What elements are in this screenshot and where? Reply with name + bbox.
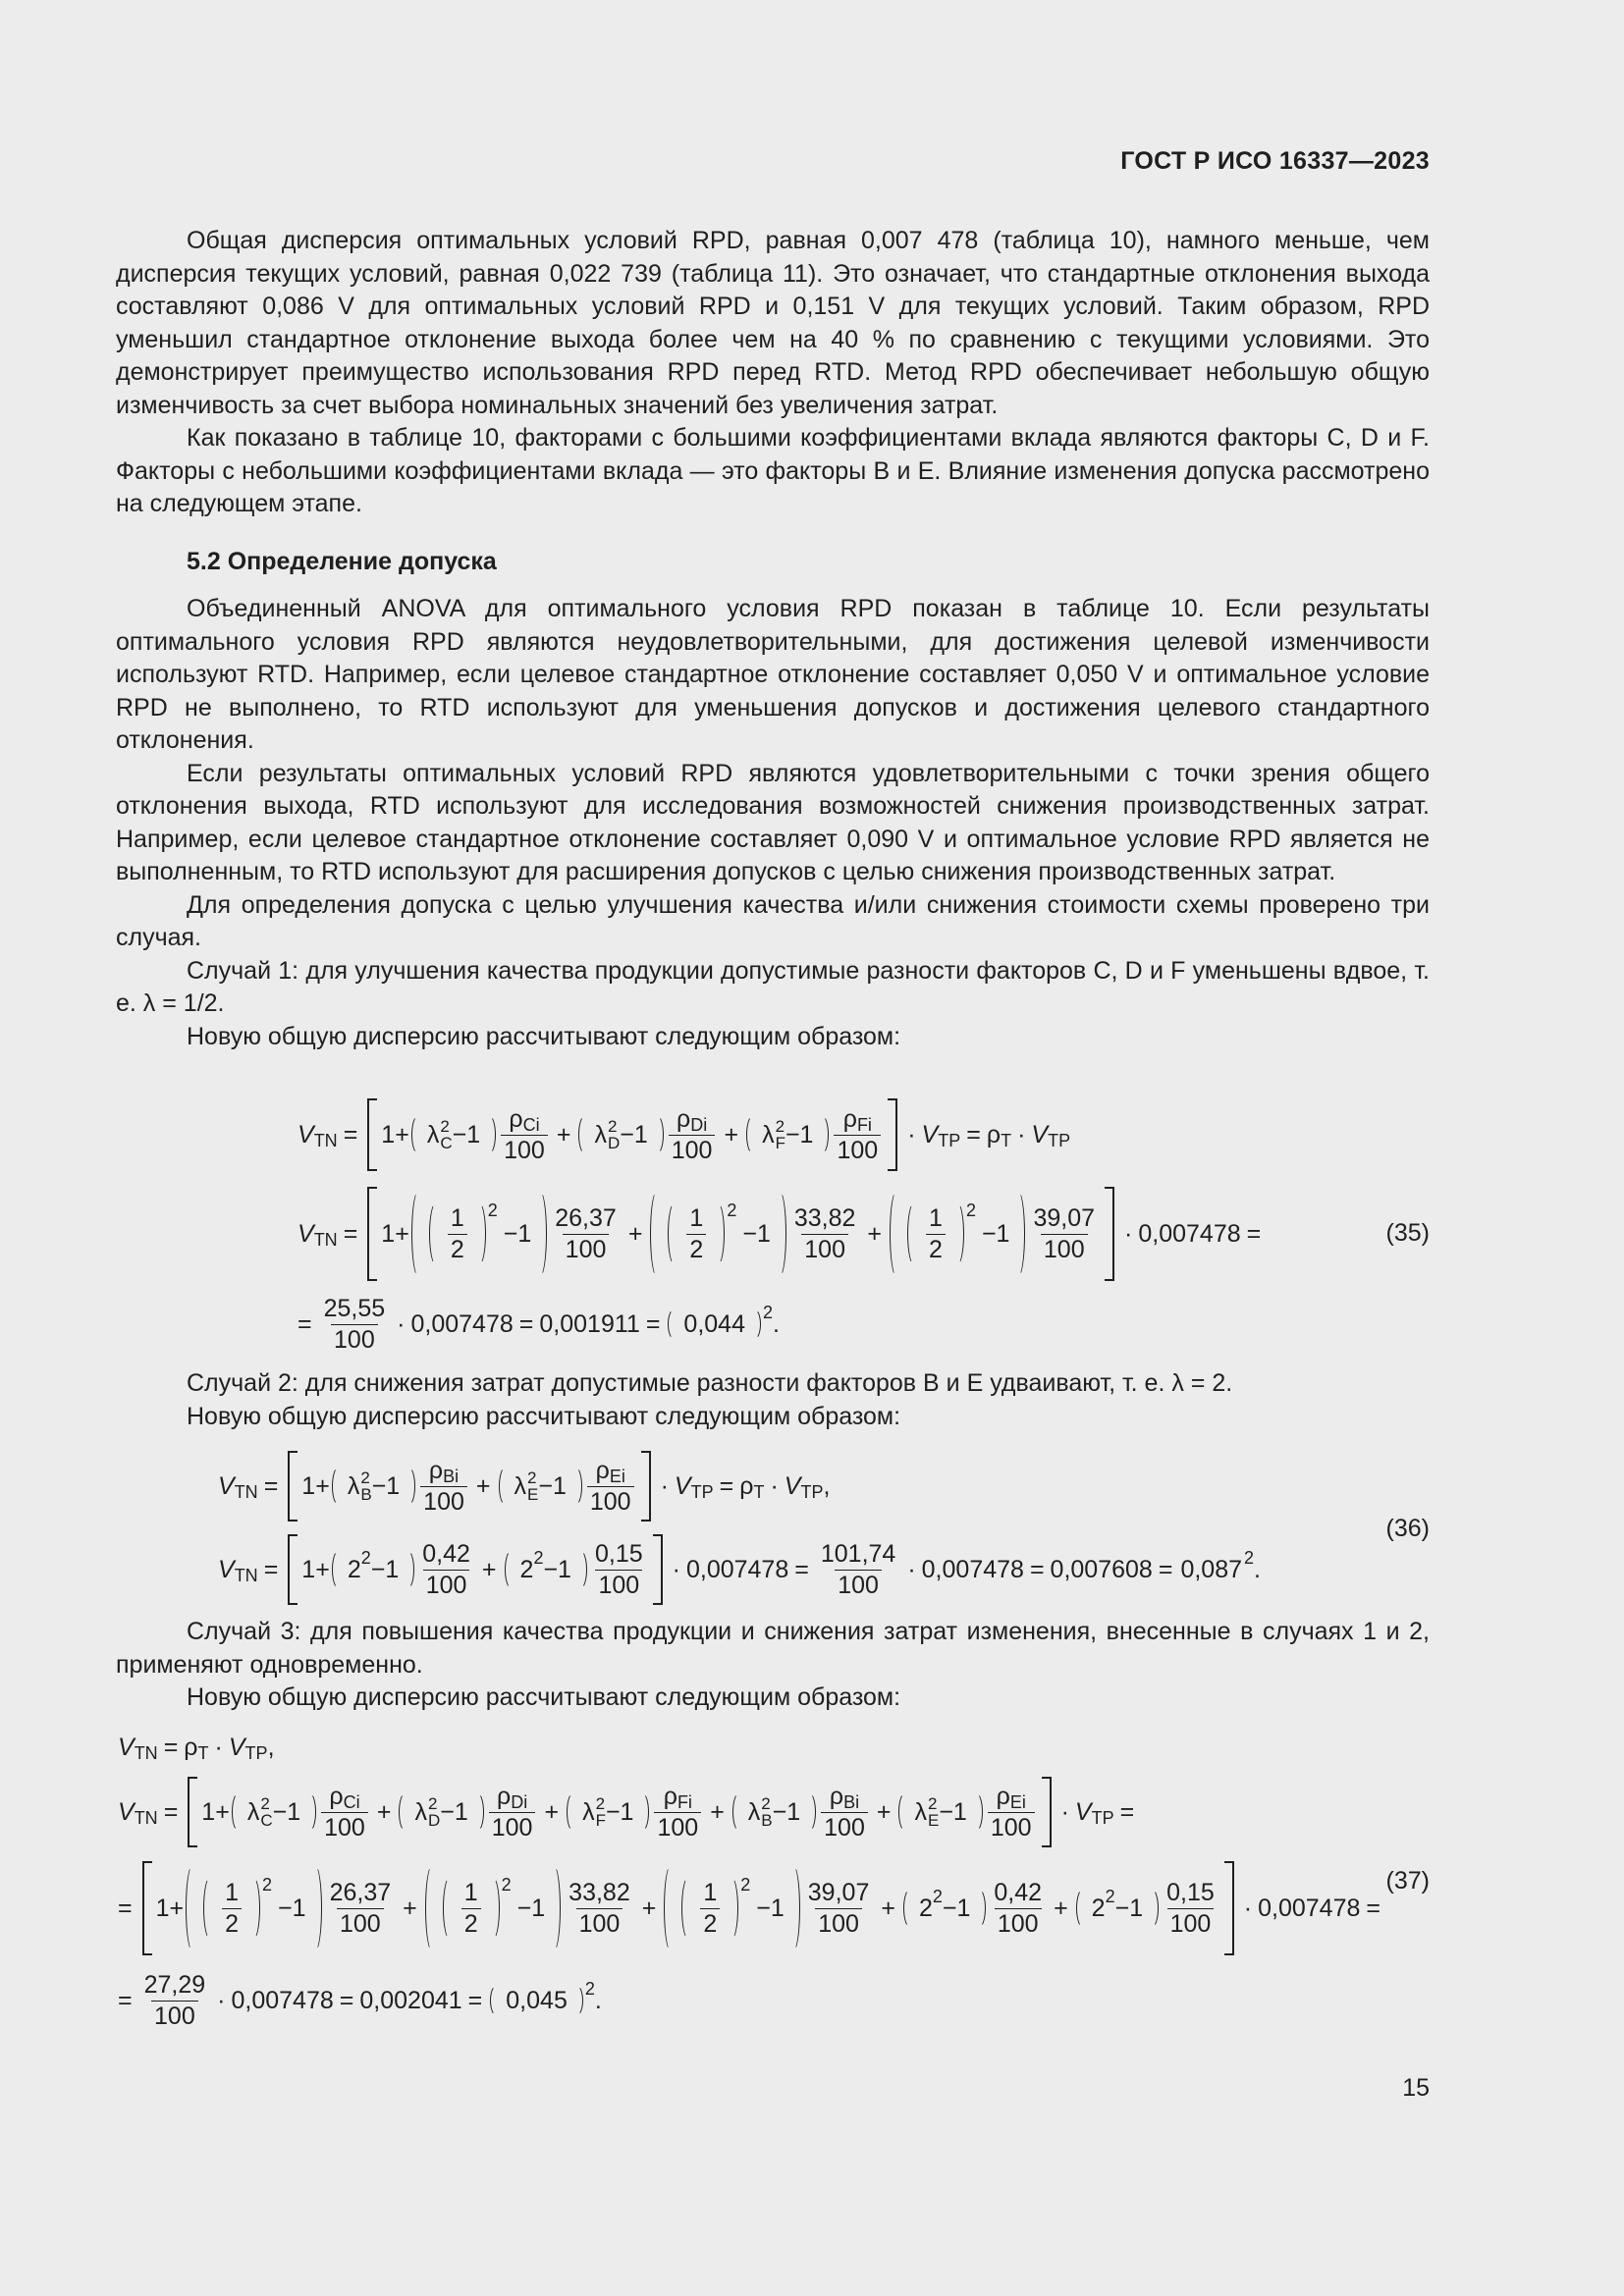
paragraph: Случай 1: для улучшения качества продукции допустимые разности факторов C, D и F уменьшены вдвое, т. е. λ = 1/2.	[116, 956, 1430, 1017]
fraction: $\frac{0,15}{100}$	[594, 1539, 643, 1599]
equation-number: (37)	[1385, 1867, 1430, 1895]
paragraph: Новую общую дисперсию рассчитывают следующим образом:	[187, 1683, 901, 1711]
fraction: $\frac{\text{ρDi}}{100}$	[489, 1785, 536, 1841]
fraction: $\frac{\text{ρEi}}{100}$	[587, 1459, 634, 1515]
paragraph: Новую общую дисперсию рассчитывают следующим образом:	[187, 1402, 901, 1430]
text-block-case2	[116, 1367, 1430, 1433]
equation-35-line-3: = $\frac{25,55}{100}$ · 0,007478 = 0,001911 = 0,044 2 .	[298, 1294, 780, 1354]
equation-number: (36)	[1385, 1515, 1430, 1542]
paragraph: Как показано в таблице 10, факторами с большими коэффициентами вклада являются факторы C, D и F. Факторы с небольшими коэффициентами вклада — это факторы B и E. Влияние изменения допуска рассмотрено на следующем этапе.	[116, 424, 1430, 517]
fraction: $\frac{1}{2}$	[686, 1206, 706, 1262]
paragraph: Для определения допуска с целью улучшения качества и/или снижения стоимости схемы проверено три случая.	[116, 890, 1430, 951]
fraction: $\frac{39,07}{100}$	[1033, 1203, 1096, 1263]
fraction: $\frac{0,42}{100}$	[994, 1878, 1043, 1938]
fraction: $\frac{\text{ρCi}}{100}$	[321, 1785, 368, 1841]
equation-36-line-2: V TN = 1+ 2 2 −1 $\frac{0,42}{100}$ + 2 2 −1 $\frac{0,15}{100}$ · 0,007478 = $\frac{101,74}{100}$ · 0,007478 = 0,007608 = 0,087 2 .	[218, 1532, 1261, 1607]
fraction: $\frac{26,37}{100}$	[329, 1878, 392, 1938]
paragraph: Случай 2: для снижения затрат допустимые разности факторов B и E удваивают, т. е. λ = 2.	[187, 1369, 1233, 1397]
equation-35-line-2: V TN = 1+ $\frac{1}{2}$ 2 −1 $\frac{26,37}{100}$ + $\frac{1}{2}$ 2 −1 $\frac{33,82}{100}$ + $\frac{1}{2}$ 2 −1 $\frac{39,07}{100}$ · 0,007478 =	[298, 1185, 1267, 1283]
fraction: $\frac{\text{ρFi}}{100}$	[834, 1107, 881, 1163]
fraction: $\frac{1}{2}$	[222, 1881, 242, 1937]
fraction: $\frac{1}{2}$	[700, 1881, 720, 1937]
equation-36-line-1: V TN = 1+ λ 2 B −1 $\frac{\text{ρBi}}{100}$ + λ 2 E −1 $\frac{\text{ρEi}}{100}$ · V TP = ρ T · V TP ,	[218, 1449, 830, 1523]
fraction: $\frac{\text{ρBi}}{100}$	[420, 1459, 467, 1515]
text-block-mid	[116, 593, 1430, 1053]
fraction: $\frac{0,42}{100}$	[422, 1539, 470, 1599]
equation-37-line-4: = $\frac{27,29}{100}$ · 0,007478 = 0,002041 = 0,045 2 .	[118, 1970, 602, 2030]
fraction: $\frac{\text{ρBi}}{100}$	[821, 1785, 868, 1841]
page-number: 15	[1402, 2074, 1430, 2102]
paragraph: Новую общую дисперсию рассчитывают следующим образом:	[187, 1022, 901, 1050]
fraction: $\frac{\text{ρDi}}{100}$	[669, 1107, 716, 1163]
fraction: $\frac{\text{ρFi}}{100}$	[654, 1785, 701, 1841]
fraction: $\frac{39,07}{100}$	[807, 1878, 870, 1938]
paragraph: Случай 3: для повышения качества продукции и снижения затрат изменения, внесенные в случаях 1 и 2, применяют одновременно.	[116, 1618, 1430, 1679]
fraction: $\frac{27,29}{100}$	[143, 1970, 206, 2030]
equation-number: (35)	[1385, 1219, 1430, 1247]
fraction: $\frac{33,82}{100}$	[568, 1878, 630, 1938]
fraction: $\frac{1}{2}$	[926, 1206, 946, 1262]
fraction: $\frac{\text{ρCi}}{100}$	[501, 1107, 548, 1163]
equation-37-line-3: = 1+ $\frac{1}{2}$ 2 −1 $\frac{26,37}{100}$ + $\frac{1}{2}$ 2 −1 $\frac{33,82}{100}$ + $\frac{1}{2}$ 2 −1 $\frac{39,07}{100}$ + 2 2 −1 $\frac{0,42}{100}$ + 2 2 −1 $\frac{0,15}{100}$ · 0,007478 =	[118, 1859, 1386, 1957]
fraction: $\frac{1}{2}$	[461, 1881, 481, 1937]
text-block-top	[116, 225, 1430, 521]
fraction: $\frac{1}{2}$	[448, 1206, 467, 1262]
text-block-case3	[116, 1616, 1430, 1715]
equation-37-line-2: V TN = 1+ λ 2 C −1 $\frac{\text{ρCi}}{100}$ + λ 2 D −1 $\frac{\text{ρDi}}{100}$ + λ 2 F −1 $\frac{\text{ρFi}}{100}$ + λ 2 B −1 $\frac{\text{ρBi}}{100}$ + λ 2 E −1 $\frac{\text{ρEi}}{100}$ · V TP =	[118, 1775, 1140, 1849]
fraction: $\frac{26,37}{100}$	[555, 1203, 617, 1263]
fraction: $\frac{0,15}{100}$	[1166, 1878, 1215, 1938]
equation-35-line-1: V TN = 1+ λ 2 C −1 $\frac{\text{ρCi}}{100}$ + λ 2 D −1 $\frac{\text{ρDi}}{100}$ + λ 2 F −1 $\frac{\text{ρFi}}{100}$ · V TP = ρ T · V TP	[298, 1095, 1070, 1174]
fraction: $\frac{101,74}{100}$	[820, 1539, 896, 1599]
standard-header: ГОСТ Р ИСО 16337—2023	[1120, 147, 1430, 175]
section-heading: 5.2 Определение допуска	[187, 548, 497, 575]
fraction: $\frac{25,55}{100}$	[323, 1294, 386, 1354]
paragraph: Общая дисперсия оптимальных условий RPD, равная 0,007 478 (таблица 10), намного меньше, чем дисперсия текущих условий, равная 0,022 739 (таблица 11). Это означает, что стандартные отклонения выхода составляют 0,086 V для оптимальных условий RPD и 0,151 V для текущих условий. Таким образом, RPD уменьшил стандартное отклонение выхода более чем на 40 % по сравнению с текущими условиями. Это демонстрирует преимущество использования RPD перед RTD. Метод RPD обеспечивает небольшую общую изменчивость за счет выбора номинальных значений без увеличения затрат.	[116, 227, 1430, 419]
equation-37-line-1: V TN = ρ T · V TP ,	[118, 1733, 275, 1763]
fraction: $\frac{33,82}{100}$	[793, 1203, 856, 1263]
paragraph: Если результаты оптимальных условий RPD являются удовлетворительными с точки зрения общего отклонения выхода, RTD используют для исследования возможностей снижения производственных затрат. Например, если целевое стандартное отклонение составляет 0,090 V и оптимальное условие RPD является не выполненным, то RTD используют для расширения допусков с целью снижения производственных затрат.	[116, 759, 1430, 885]
fraction: $\frac{\text{ρEi}}{100}$	[988, 1785, 1035, 1841]
paragraph: Объединенный ANOVA для оптимального условия RPD показан в таблице 10. Если результаты оптимального условия RPD являются неудовлетворительными, для достижения целевой изменчивости используют RTD. Например, если целевое стандартное отклонение составляет 0,050 V и оптимальное условие RPD не выполнено, то RTD используют для уменьшения допусков и достижения целевого стандартного отклонения.	[116, 595, 1430, 754]
